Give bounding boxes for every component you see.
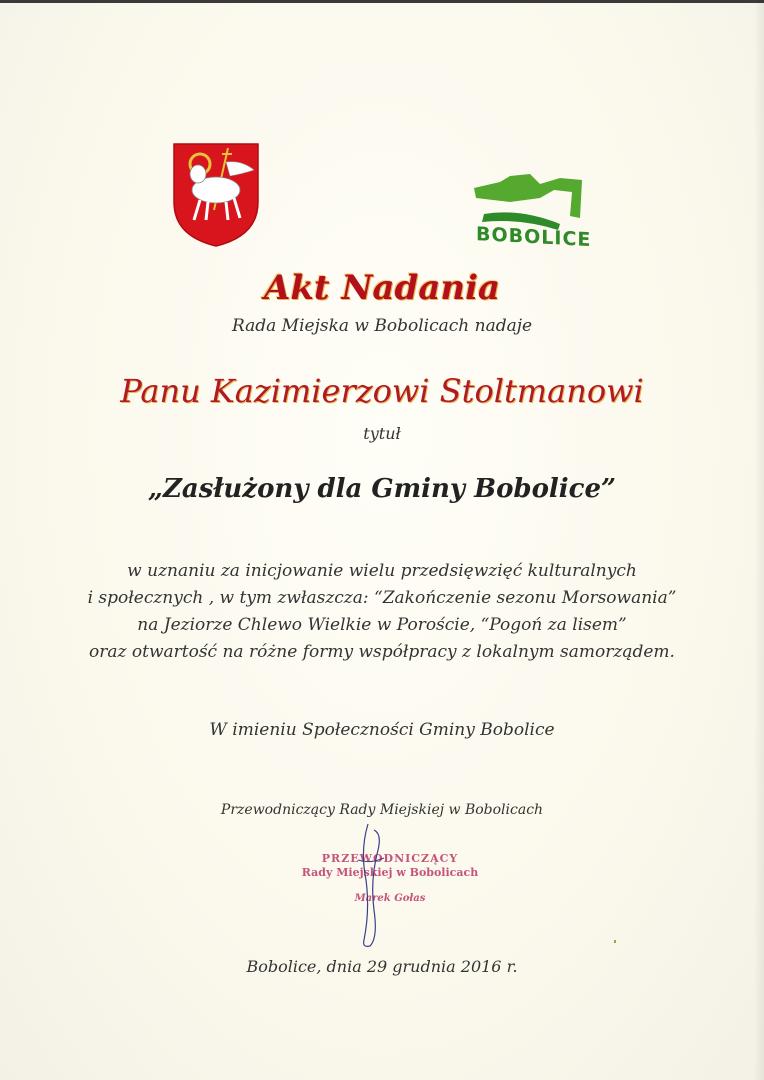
scan-speck bbox=[614, 940, 616, 943]
justification-text bbox=[0, 558, 764, 666]
certificate-title: Akt Nadania bbox=[263, 268, 501, 308]
title-label: tytuł bbox=[363, 424, 401, 443]
justification-line: i społecznych , w tym zwłaszcza: “Zakończenie sezonu Morsowania” bbox=[87, 588, 677, 608]
honorary-title: „Zasłużony dla Gminy Bobolice” bbox=[147, 474, 617, 504]
stamp-line: Rady Miejskiej w Bobolicach bbox=[301, 866, 479, 879]
scan-edge-shadow bbox=[754, 0, 764, 1080]
stamp-signatory: Marek Gołas bbox=[354, 893, 426, 904]
coat-of-arms-icon bbox=[170, 140, 262, 250]
justification-line: w uznaniu za inicjowanie wielu przedsięwzięć kulturalnych bbox=[127, 561, 637, 581]
issuer-line: Rada Miejska w Bobolicach nadaje bbox=[231, 316, 533, 336]
stamp-line: PRZEWODNICZĄCY bbox=[321, 852, 459, 865]
community-line: W imieniu Społeczności Gminy Bobolice bbox=[209, 720, 555, 740]
chairman-label: Przewodniczący Rady Miejskiej w Bobolicach bbox=[220, 802, 544, 818]
recipient-name: Panu Kazimierzowi Stoltmanowi bbox=[120, 372, 644, 410]
logo-text: BOBOLICE bbox=[476, 223, 592, 252]
scan-top-border bbox=[0, 0, 764, 3]
handwritten-signature-icon bbox=[340, 820, 400, 950]
justification-line: na Jeziorze Chlewo Wielkie w Poroście, “Pogoń za lisem” bbox=[137, 615, 627, 635]
place-and-date: Bobolice, dnia 29 grudnia 2016 r. bbox=[246, 957, 518, 976]
justification-line: oraz otwartość na różne formy współpracy z lokalnym samorządem. bbox=[89, 642, 675, 662]
